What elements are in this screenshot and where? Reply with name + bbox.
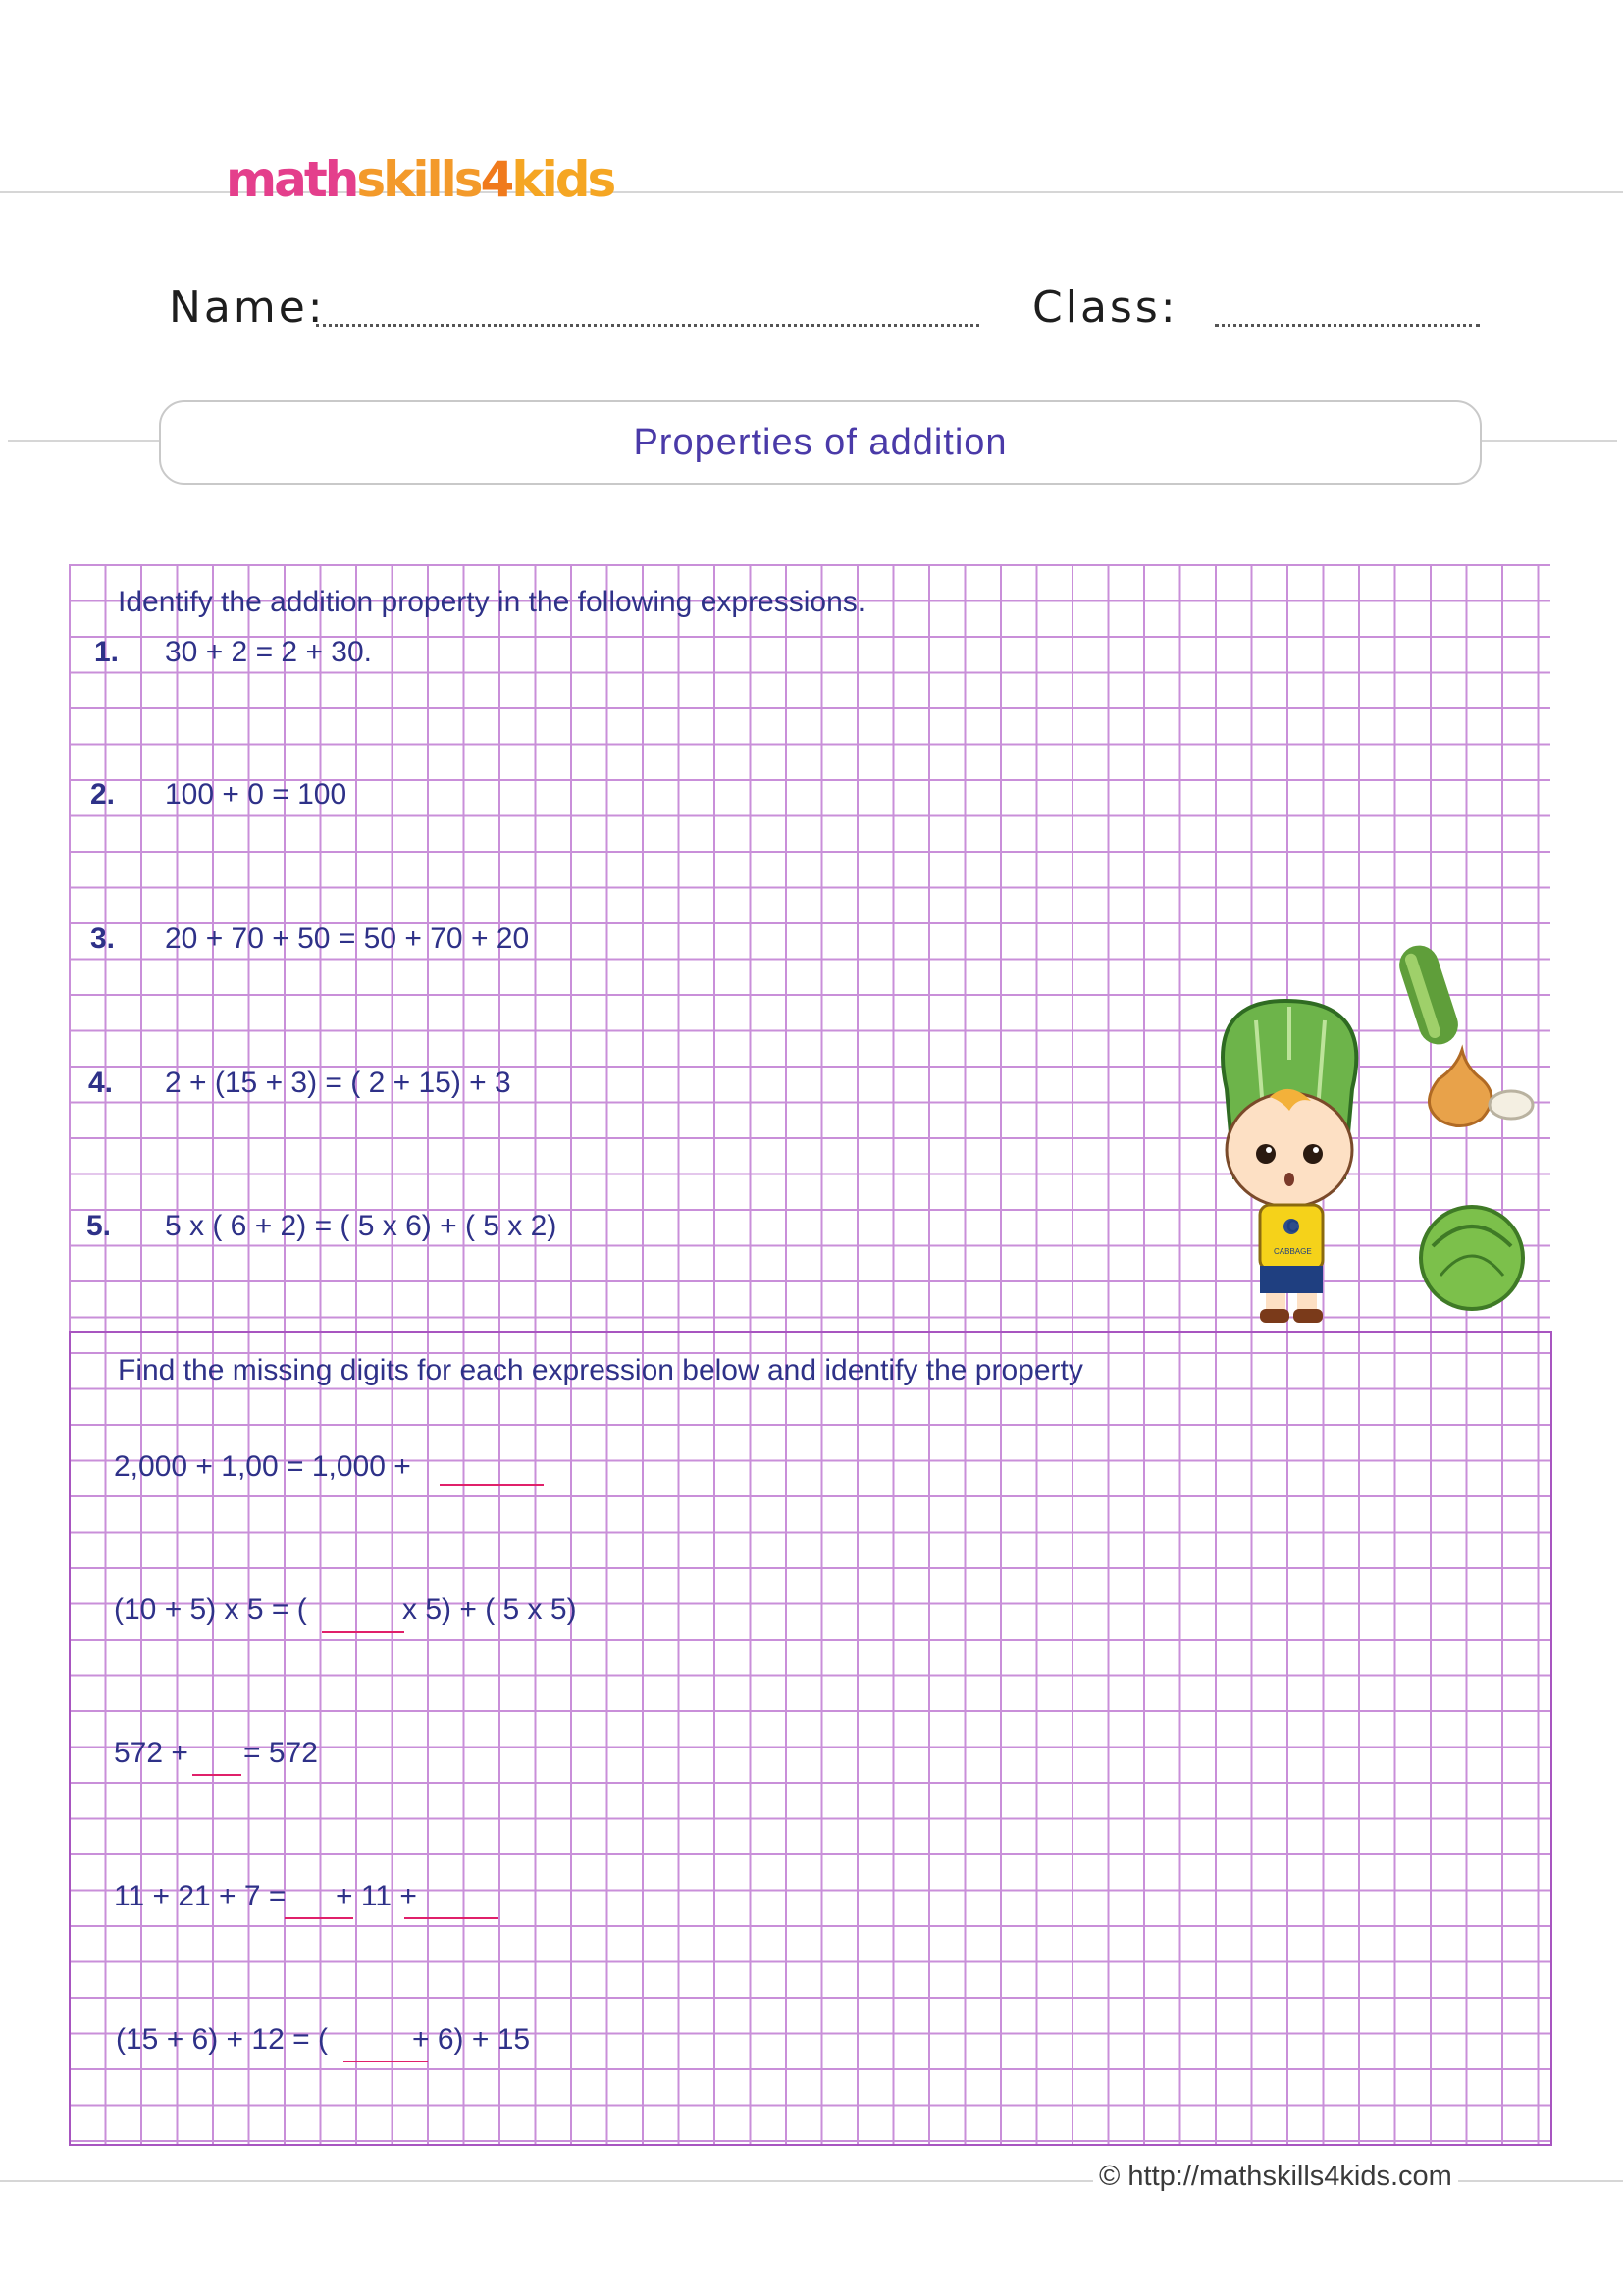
kid-icon (1223, 1001, 1356, 1323)
logo-part-math: math (226, 151, 357, 208)
name-label: Name: (169, 283, 326, 333)
missing-2-left: (10 + 5) x 5 = ( (114, 1593, 307, 1626)
expression-4: 2 + (15 + 3) = ( 2 + 15) + 3 (165, 1067, 511, 1099)
logo-part-kids: kids (511, 151, 614, 208)
missing-1-left: 2,000 + 1,00 = 1,000 + (114, 1450, 411, 1483)
missing-5-left: (15 + 6) + 12 = ( (116, 2023, 328, 2056)
missing-4-left: 11 + 21 + 7 = (114, 1880, 287, 1912)
missing-2-right: x 5) + ( 5 x 5) (402, 1593, 577, 1626)
onion-icon (1429, 1050, 1533, 1126)
expression-1: 30 + 2 = 2 + 30. (165, 636, 373, 668)
missing-5-blank[interactable] (343, 2061, 428, 2062)
expression-5: 5 x ( 6 + 2) = ( 5 x 6) + ( 5 x 2) (165, 1210, 557, 1242)
logo-part-4: 4 (480, 151, 512, 208)
missing-1-blank[interactable] (440, 1484, 544, 1486)
missing-4-blank-b[interactable] (404, 1917, 498, 1919)
item-number-1: 1. (94, 636, 120, 668)
expression-3: 20 + 70 + 50 = 50 + 70 + 20 (165, 922, 530, 955)
missing-3-left: 572 + (114, 1737, 188, 1769)
item-number-4: 4. (88, 1067, 114, 1099)
page-title: Properties of addition (633, 421, 1008, 463)
title-box (159, 400, 1482, 485)
missing-4-middle: + 11 + (336, 1880, 417, 1912)
missing-3-right: = 572 (243, 1737, 318, 1769)
section2-instruction: Find the missing digits for each expression below and identify the property (118, 1354, 1083, 1386)
item-number-5: 5. (86, 1210, 112, 1242)
shirt-letter: C (1286, 1217, 1299, 1236)
class-field[interactable] (1215, 324, 1480, 327)
copyright-link[interactable]: © http://mathskills4kids.com (1093, 2161, 1458, 2193)
name-field[interactable] (316, 324, 979, 327)
brand-logo (226, 151, 614, 208)
missing-2-blank[interactable] (322, 1631, 404, 1633)
shirt-text: CABBAGE (1274, 1247, 1312, 1256)
cabbage-kid-illustration (1187, 932, 1560, 1344)
missing-5-right: + 6) + 15 (412, 2023, 531, 2056)
logo-part-skills: skills (356, 151, 481, 208)
expression-2: 100 + 0 = 100 (165, 778, 347, 810)
class-label: Class: (1032, 283, 1178, 333)
cucumber-icon (1394, 940, 1463, 1049)
item-number-2: 2. (90, 778, 116, 810)
section1-instruction: Identify the addition property in the following expressions. (118, 586, 866, 618)
cabbage-icon (1421, 1207, 1523, 1309)
missing-3-blank[interactable] (192, 1774, 241, 1776)
item-number-3: 3. (90, 922, 116, 955)
missing-4-blank-a[interactable] (285, 1917, 353, 1919)
